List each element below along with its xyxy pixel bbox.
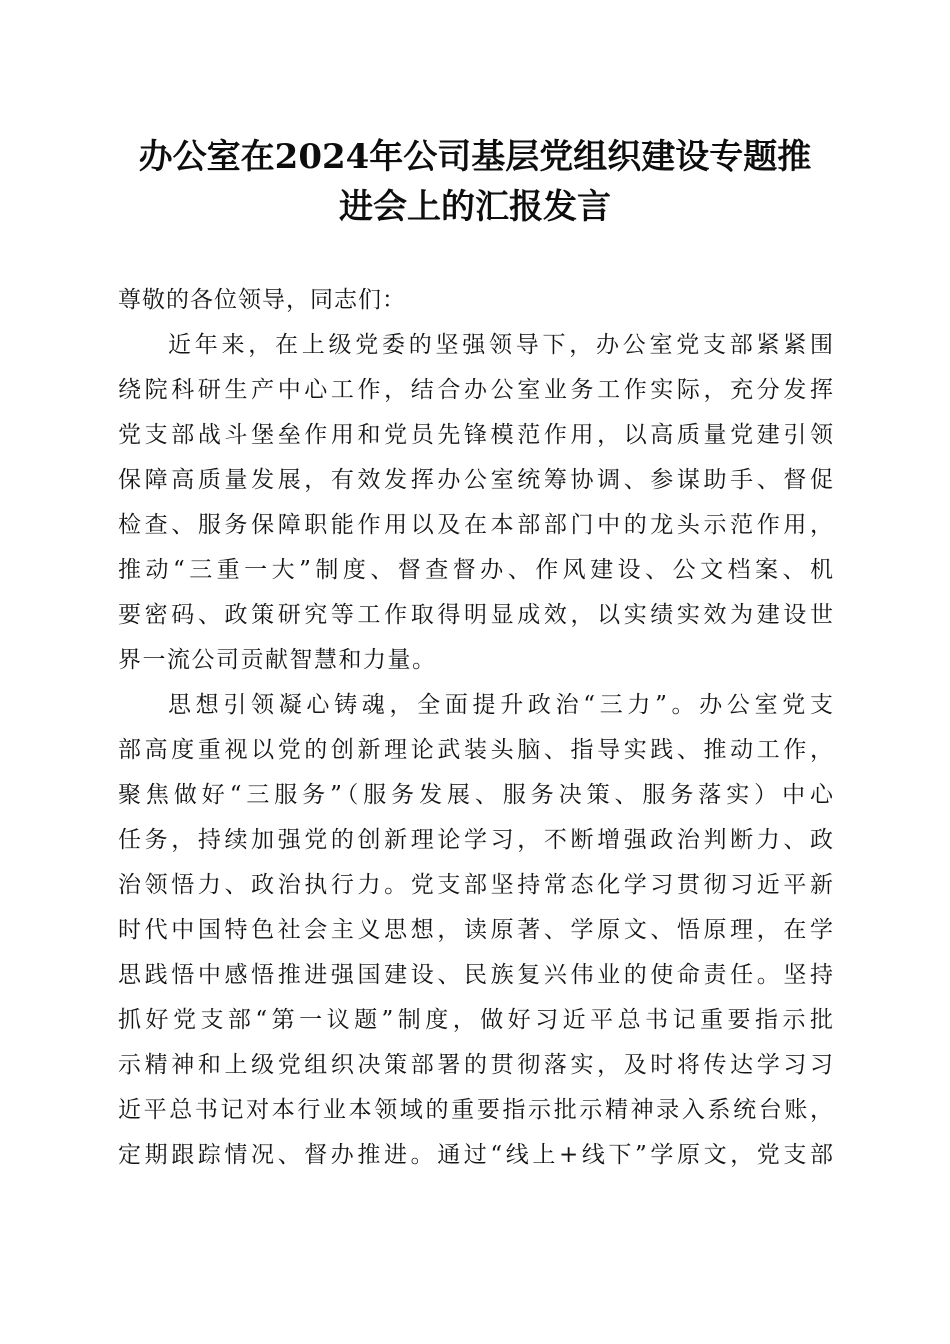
paragraph-line: 定期跟踪情况、督办推进。通过“线上+线下”学原文，党支部 xyxy=(118,1142,833,1168)
document-body xyxy=(118,278,833,1178)
paragraph-line: 近平总书记对本行业本领域的重要指示批示精神录入系统台账， xyxy=(118,1097,833,1123)
title-line-2: 进会上的汇报发言 xyxy=(339,187,611,227)
paragraph-line: 思践悟中感悟推进强国建设、民族复兴伟业的使命责任。坚持 xyxy=(118,962,833,988)
paragraph-line: 思想引领凝心铸魂，全面提升政治“三力”。办公室党支 xyxy=(168,692,833,718)
paragraph-line: 界一流公司贡献智慧和力量。 xyxy=(118,647,437,673)
paragraph-line: 检查、服务保障职能作用以及在本部部门中的龙头示范作用， xyxy=(118,512,833,538)
paragraph-line: 示精神和上级党组织决策部署的贯彻落实，及时将传达学习习 xyxy=(118,1052,833,1078)
salutation: 尊敬的各位领导，同志们： xyxy=(118,287,406,313)
paragraph-line: 党支部战斗堡垒作用和党员先锋模范作用，以高质量党建引领 xyxy=(118,422,833,448)
paragraph-line: 聚焦做好“三服务”（服务发展、服务决策、服务落实）中心 xyxy=(118,782,833,808)
paragraph-line: 时代中国特色社会主义思想，读原著、学原文、悟原理，在学 xyxy=(118,917,833,943)
paragraph-line: 绕院科研生产中心工作，结合办公室业务工作实际，充分发挥 xyxy=(118,377,833,403)
paragraph-2 xyxy=(118,683,833,1178)
document-title xyxy=(110,132,840,232)
paragraph-line: 保障高质量发展，有效发挥办公室统筹协调、参谋助手、督促 xyxy=(118,467,833,493)
paragraph-line: 抓好党支部“第一议题”制度，做好习近平总书记重要指示批 xyxy=(118,1007,833,1033)
paragraph-1 xyxy=(118,323,833,683)
paragraph-line: 要密码、政策研究等工作取得明显成效，以实绩实效为建设世 xyxy=(118,602,833,628)
paragraph-line: 治领悟力、政治执行力。党支部坚持常态化学习贯彻习近平新 xyxy=(118,872,833,898)
title-line-1: 办公室在2024年公司基层党组织建设专题推 xyxy=(138,137,812,177)
paragraph-line: 部高度重视以党的创新理论武装头脑、指导实践、推动工作， xyxy=(118,737,833,763)
paragraph-line: 任务，持续加强党的创新理论学习，不断增强政治判断力、政 xyxy=(118,827,833,853)
paragraph-line: 推动“三重一大”制度、督查督办、作风建设、公文档案、机 xyxy=(118,557,833,583)
paragraph-line: 近年来，在上级党委的坚强领导下，办公室党支部紧紧围 xyxy=(168,332,833,358)
